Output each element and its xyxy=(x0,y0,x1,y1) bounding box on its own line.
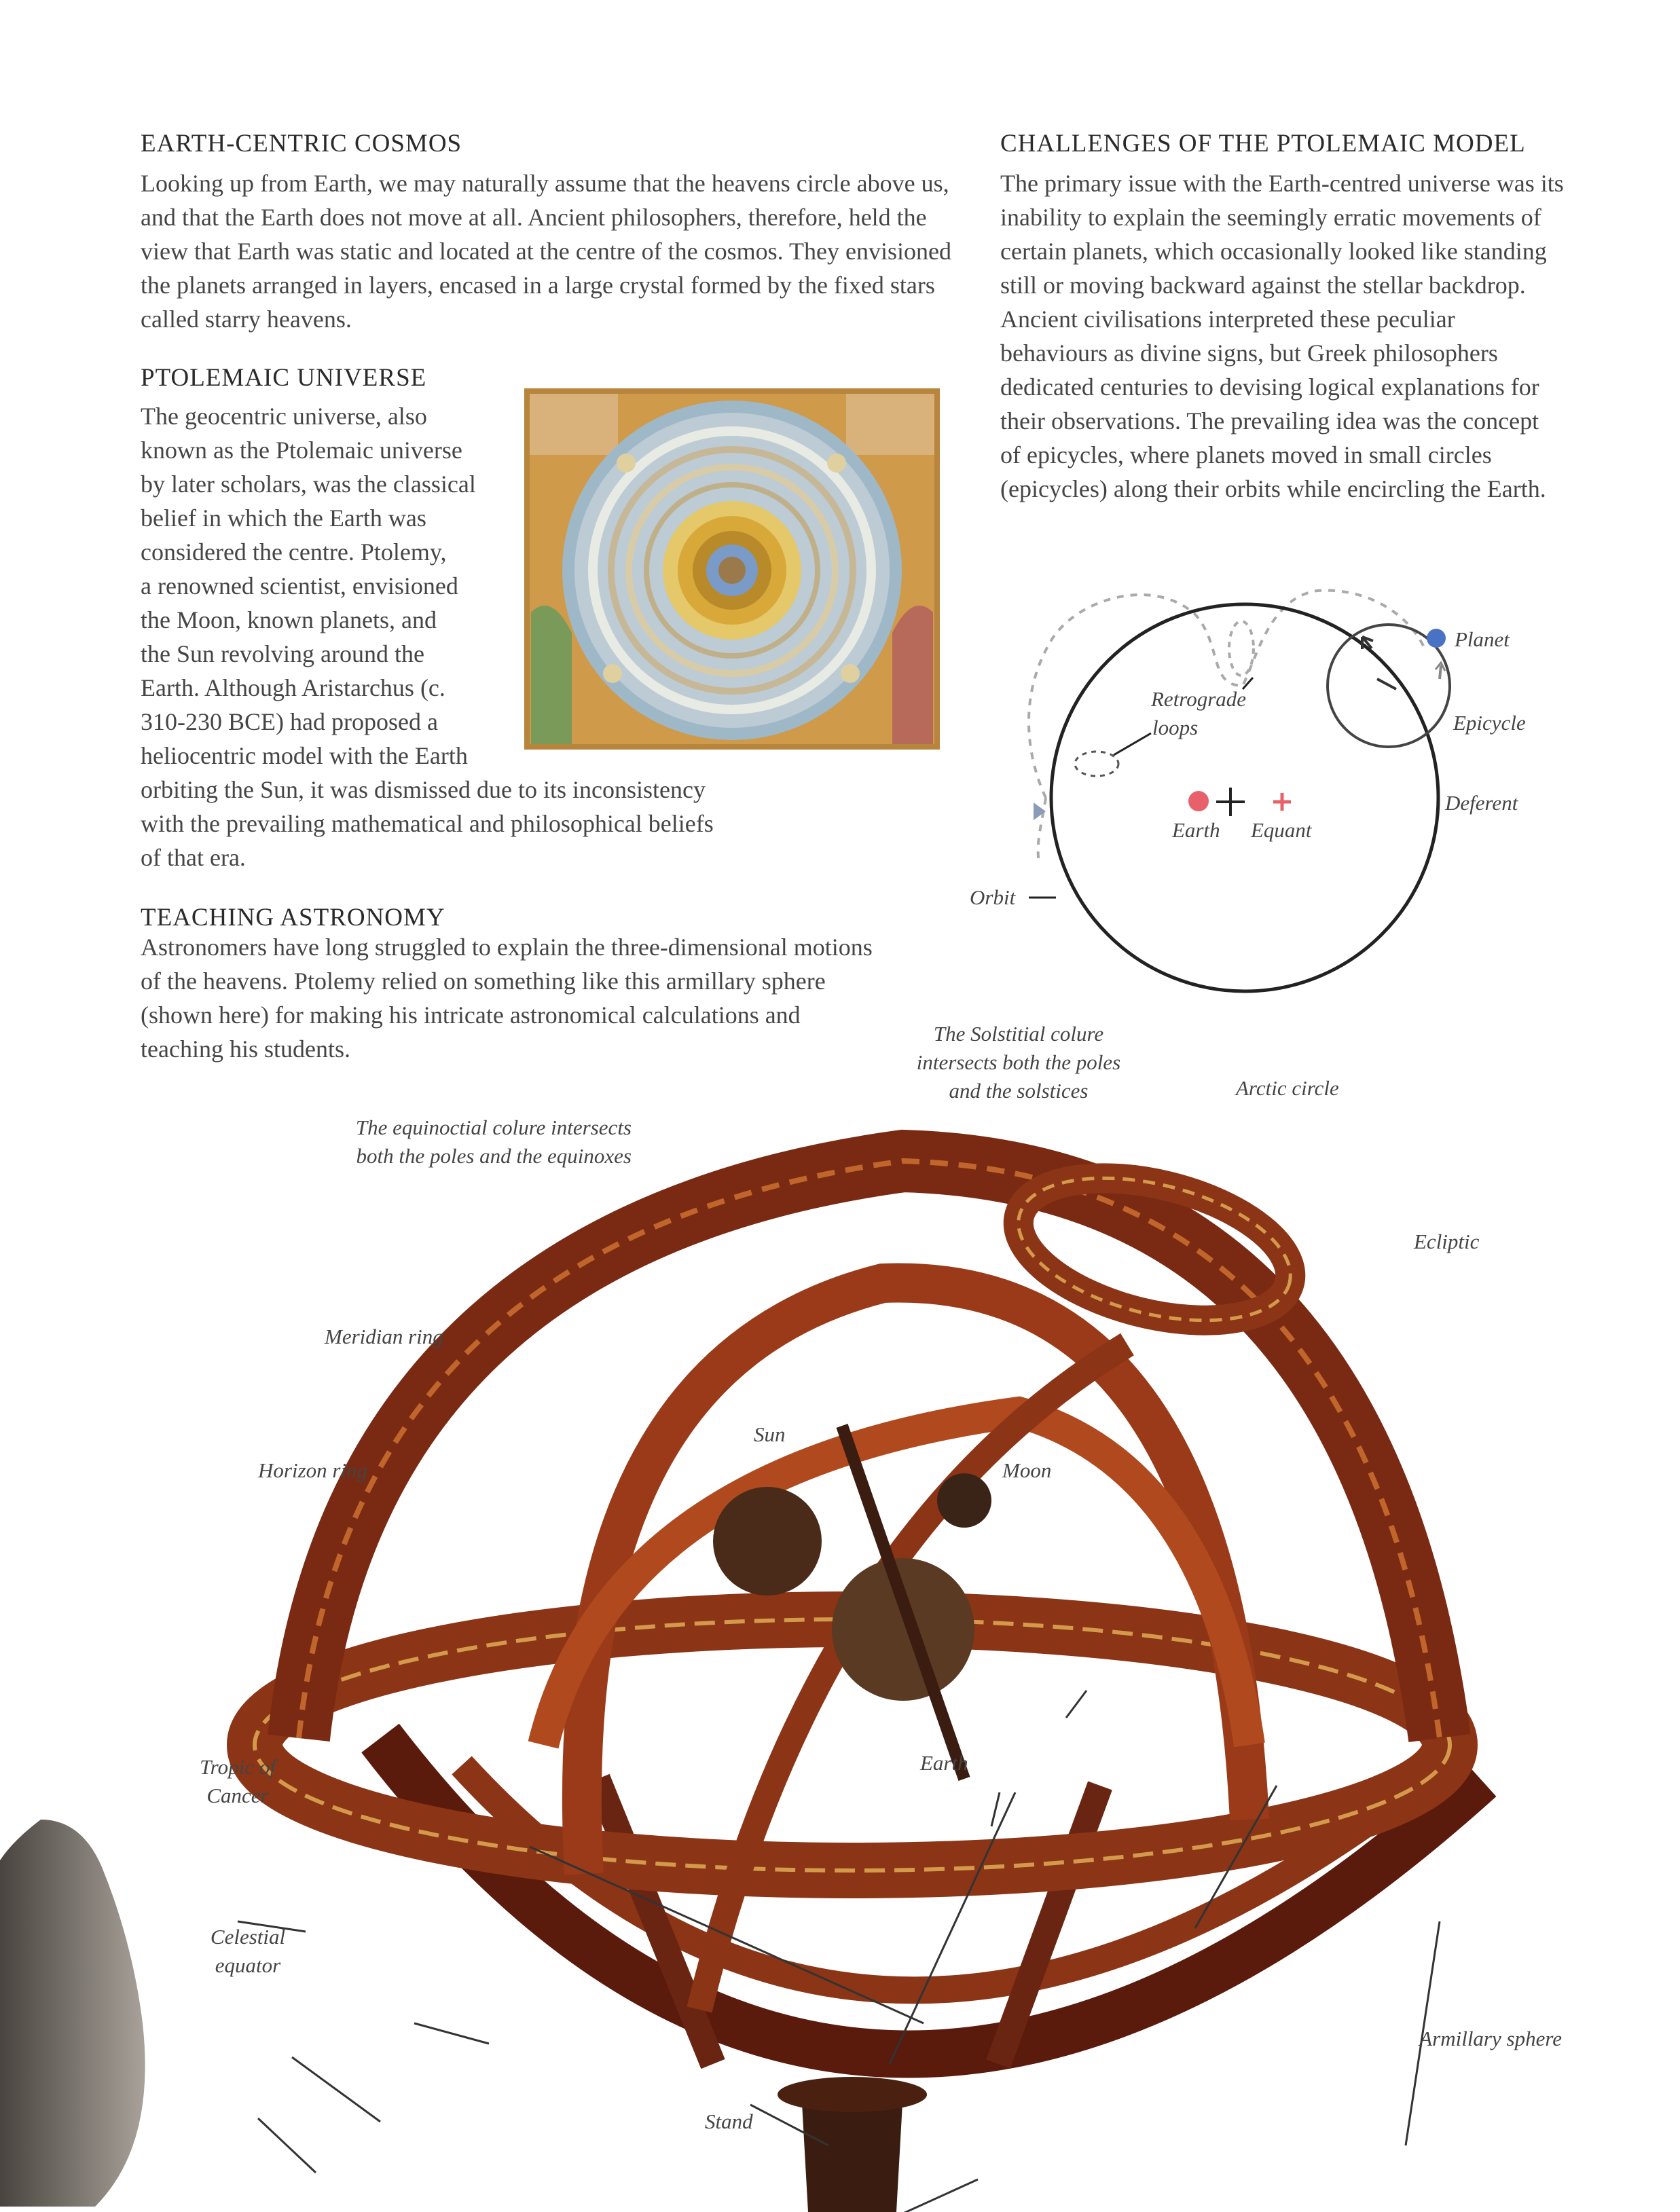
moon-caption: Moon xyxy=(1002,1458,1052,1482)
planet-label: Planet xyxy=(1455,627,1510,651)
equant-cross-icon xyxy=(1273,793,1291,811)
ptolemaic-line: known as the Ptolemaic universe xyxy=(141,437,462,464)
arctic-caption: Arctic circle xyxy=(1236,1076,1339,1100)
ptolemaic-line: a renowned scientist, envisioned xyxy=(141,572,458,600)
earth-centric-body: Looking up from Earth, we may naturally assume that the heavens circle above us, and that the Earth does not move at all. Ancient philosophers, therefore, held the view that Earth was static and located at the centre of the cosmos. They envisioned the planets arranged in layers, encased in a large crystal formed by the fixed stars called starry heavens. xyxy=(141,170,951,333)
earth-caption: Earth xyxy=(920,1751,968,1775)
ptolemaic-line: orbiting the Sun, it was dismissed due to its inconsistency xyxy=(141,776,706,803)
ptolemaic-heading: PTOLEMAIC UNIVERSE xyxy=(141,364,427,392)
ptolemaic-line: Earth. Although Aristarchus (c. xyxy=(141,674,445,701)
challenges-heading: CHALLENGES OF THE PTOLEMAIC MODEL xyxy=(1000,130,1526,158)
meridian-caption: Meridian ring xyxy=(325,1325,443,1348)
epicycle-diagram xyxy=(951,550,1562,1012)
armillary-caption: Armillary sphere xyxy=(1419,2027,1562,2050)
ptolemaic-line: the Sun revolving around the xyxy=(141,640,424,667)
retrograde-label-line2: loops xyxy=(1152,716,1199,739)
earth-centric-heading: EARTH-CENTRIC COSMOS xyxy=(141,130,462,158)
equator-caption xyxy=(197,1923,299,1980)
center-cross-icon xyxy=(1216,788,1245,816)
ptolemaic-line: 310-230 BCE) had proposed a xyxy=(141,708,438,735)
challenges-body: The primary issue with the Earth-centred universe was its inability to explain the seemingly erratic movements of certain planets, which occasionally looked like standing still or moving backward against the stellar backdrop. Ancient civilisations interpreted these peculiar behaviours as divine signs, but Greek philosophers dedicated centuries to devising logical explanations for their observations. The prevailing idea was the concept of epicycles, where planets moved in small circles (epicycles) along their orbits while encircling the Earth. xyxy=(1000,170,1564,502)
teaching-body: Astronomers have long struggled to explain the three-dimensional motions of the heavens. Ptolemy relied on something like this armillary sphere (shown here) for making his intricate astronomical calculations and teaching his students. xyxy=(141,934,873,1063)
teaching-heading: TEACHING ASTRONOMY xyxy=(141,904,445,932)
horizon-caption: Horizon ring xyxy=(258,1458,368,1482)
ptolemaic-universe-illustration xyxy=(524,388,940,750)
solstitial-caption: The Solstitial colure intersects both the poles and the solstices xyxy=(916,1022,1121,1103)
deferent-circle xyxy=(1051,604,1438,991)
ptolemaic-line: with the prevailing mathematical and philosophical beliefs xyxy=(141,810,714,837)
tropic-caption-line: Cancer xyxy=(206,1784,269,1807)
retrograde-label: Retrograde xyxy=(1151,687,1247,711)
earth-dot xyxy=(1188,791,1209,811)
ptolemaic-line: the Moon, known planets, and xyxy=(141,606,437,633)
statue-arm xyxy=(0,1820,145,2207)
moon-ball xyxy=(937,1473,991,1528)
sun-ball xyxy=(713,1487,822,1596)
earth-label: Earth xyxy=(1172,818,1220,842)
ptolemaic-line: by later scholars, was the classical xyxy=(141,471,476,498)
ptolemaic-line: of that era. xyxy=(141,844,246,871)
equator-caption-line: Celestial xyxy=(210,1925,286,1949)
deferent-label: Deferent xyxy=(1445,791,1518,815)
sun-caption: Sun xyxy=(754,1422,786,1446)
ptolemaic-line: The geocentric universe, also xyxy=(141,403,427,430)
ptolemaic-line: heliocentric model with the Earth xyxy=(141,742,468,769)
epicycle-label: Epicycle xyxy=(1453,711,1526,735)
equant-label: Equant xyxy=(1251,818,1312,842)
retrograde-loop-2 xyxy=(1075,752,1118,776)
tropic-caption-line: Tropic of xyxy=(200,1755,276,1779)
earth-ball xyxy=(832,1558,974,1701)
ptolemaic-line: considered the centre. Ptolemy, xyxy=(141,538,447,566)
ptolemaic-line: belief in which the Earth was xyxy=(141,504,426,532)
planet-dot xyxy=(1427,629,1446,648)
equator-caption-line: equator xyxy=(215,1953,281,1977)
tropic-caption xyxy=(183,1753,292,1810)
ecliptic-caption: Ecliptic xyxy=(1414,1230,1480,1253)
stand-caption: Stand xyxy=(705,2109,753,2133)
equinoctial-caption: The equinoctial colure intersects both the poles and the equinoxes xyxy=(355,1116,632,1168)
orbit-label: Orbit xyxy=(970,885,1016,909)
